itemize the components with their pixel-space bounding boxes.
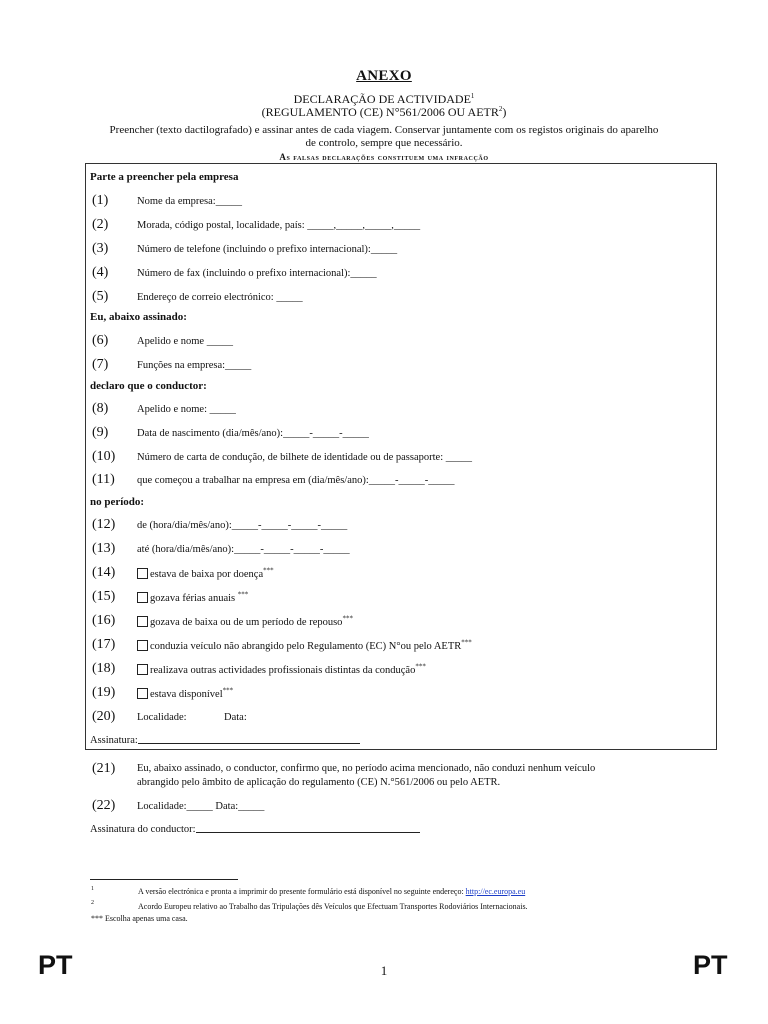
field-phone[interactable]: Número de telefone (incluindo o prefixo internacional):_____ [137, 244, 398, 255]
field-number: (4) [92, 265, 109, 280]
field-driver-locality-date[interactable]: Localidade:_____ Data:_____ [137, 801, 265, 812]
checkbox[interactable] [137, 664, 148, 675]
field-signer-name[interactable]: Apelido e nome _____ [137, 336, 233, 347]
field-number: (1) [92, 193, 109, 208]
field-signer-role[interactable]: Funções na empresa:_____ [137, 360, 252, 371]
field-email[interactable]: Endereço de correio electrónico: _____ [137, 292, 303, 303]
page-number: 1 [380, 963, 388, 978]
field-number: (19) [92, 685, 116, 700]
footnote-ref-2: 2 [498, 105, 503, 113]
field-fax[interactable]: Número de fax (incluindo o prefixo internacional):_____ [137, 268, 377, 279]
language-code-right: PT [693, 950, 728, 980]
field-start-date[interactable]: que começou a trabalhar na empresa em (dia/mês/ano):_____-_____-_____ [137, 475, 455, 486]
field-number: (14) [92, 565, 116, 580]
field-address[interactable]: Morada, código postal, localidade, país: _____,_____,_____,_____ [137, 220, 421, 231]
field-number: (21) [92, 761, 116, 776]
field-number: (5) [92, 289, 109, 304]
field-number: (11) [92, 472, 115, 487]
section-company: Parte a preencher pela empresa [90, 171, 239, 183]
language-code-left: PT [38, 950, 73, 980]
checkbox[interactable] [137, 568, 148, 579]
checkbox[interactable] [137, 616, 148, 627]
field-company-name[interactable]: Nome da empresa:_____ [137, 196, 242, 207]
signature-line [196, 822, 420, 833]
section-declare-driver: declaro que o conductor: [90, 380, 207, 392]
footnote-1: A versão electrónica e pronta a imprimir do presente formulário está disponível no seguinte endereço: http://ec.europa.eu [138, 887, 526, 896]
field-license-number[interactable]: Número de carta de condução, de bilhete de identidade ou de passaporte: _____ [137, 452, 473, 463]
option-available[interactable]: estava disponível*** [137, 688, 233, 700]
footnote-ref-1: 1 [470, 92, 475, 100]
signature-field[interactable]: Assinatura: [90, 733, 360, 746]
footnote-mark: 1 [91, 886, 94, 892]
field-date[interactable]: Data: [224, 712, 247, 723]
option-sick-leave[interactable]: estava de baixa por doença*** [137, 568, 274, 580]
title-line-1: DECLARAÇÃO DE ACTIVIDADE [293, 92, 471, 106]
field-period-from[interactable]: de (hora/dia/mês/ano):_____-_____-_____-_____ [137, 520, 348, 531]
field-number: (6) [92, 333, 109, 348]
field-number: (17) [92, 637, 116, 652]
field-number: (10) [92, 449, 116, 464]
field-number: (16) [92, 613, 116, 628]
option-annual-leave[interactable]: gozava férias anuais *** [137, 592, 248, 604]
field-number: (20) [92, 709, 116, 724]
section-period: no período: [90, 496, 145, 508]
option-rest-period[interactable]: gozava de baixa ou de um período de repouso*** [137, 616, 353, 628]
declaration-title: DECLARAÇÃO DE ACTIVIDADE$^1$ (REGULAMENTO (CE) N°561/2006 OU AETR$^2$) [261, 92, 507, 119]
field-number: (3) [92, 241, 109, 256]
title-line-2: (REGULAMENTO (CE) N°561/2006 OU AETR [261, 105, 499, 119]
footnote-mark: 2 [91, 900, 94, 906]
field-number: (12) [92, 517, 116, 532]
option-other-work[interactable]: realizava outras actividades profissionais distintas da condução*** [137, 664, 426, 676]
footnote-3: *** Escolha apenas uma casa. [91, 914, 188, 923]
field-locality[interactable]: Localidade: [137, 712, 187, 723]
field-number: (15) [92, 589, 116, 604]
footnote-divider [90, 879, 238, 880]
field-number: (8) [92, 401, 109, 416]
field-number: (9) [92, 425, 109, 440]
checkbox[interactable] [137, 688, 148, 699]
checkbox[interactable] [137, 592, 148, 603]
instructions: Preencher (texto dactilografado) e assinar antes de cada viagem. Conservar juntamente com os registos originais do aparelho de controlo, sempre que necessário. [109, 124, 659, 149]
annex-title: ANEXO [356, 68, 412, 84]
driver-signature-field[interactable]: Assinatura do conductor: [90, 822, 420, 835]
field-number: (7) [92, 357, 109, 372]
section-undersigned: Eu, abaixo assinado: [90, 311, 187, 323]
europa-link[interactable]: http://ec.europa.eu [465, 887, 526, 896]
footnote-2: Acordo Europeu relativo ao Trabalho das Tripulações dês Veículos que Efectuam Transportes Rodoviários Internacionais. [138, 902, 528, 911]
field-number: (18) [92, 661, 116, 676]
field-period-to[interactable]: até (hora/dia/mês/ano):_____-_____-_____-_____ [137, 544, 350, 555]
checkbox[interactable] [137, 640, 148, 651]
field-number: (22) [92, 798, 116, 813]
false-declaration-warning: As falsas declarações constituem uma infracção [279, 152, 489, 162]
driver-confirmation: Eu, abaixo assinado, o conductor, confirmo que, no período acima mencionado, não conduzi nenhum veículo abrangido pelo âmbito de aplicação do regulamento (CE) N.°561/2006 ou pelo AETR. [137, 763, 596, 788]
field-driver-name[interactable]: Apelido e nome: _____ [137, 404, 236, 415]
field-number: (13) [92, 541, 116, 556]
signature-line [138, 733, 360, 744]
field-number: (2) [92, 217, 109, 232]
option-excluded-vehicle[interactable]: conduzia veículo não abrangido pelo Regulamento (EC) N°ou pelo AETR*** [137, 640, 472, 652]
field-birth-date[interactable]: Data de nascimento (dia/mês/ano):_____-_____-_____ [137, 428, 369, 439]
